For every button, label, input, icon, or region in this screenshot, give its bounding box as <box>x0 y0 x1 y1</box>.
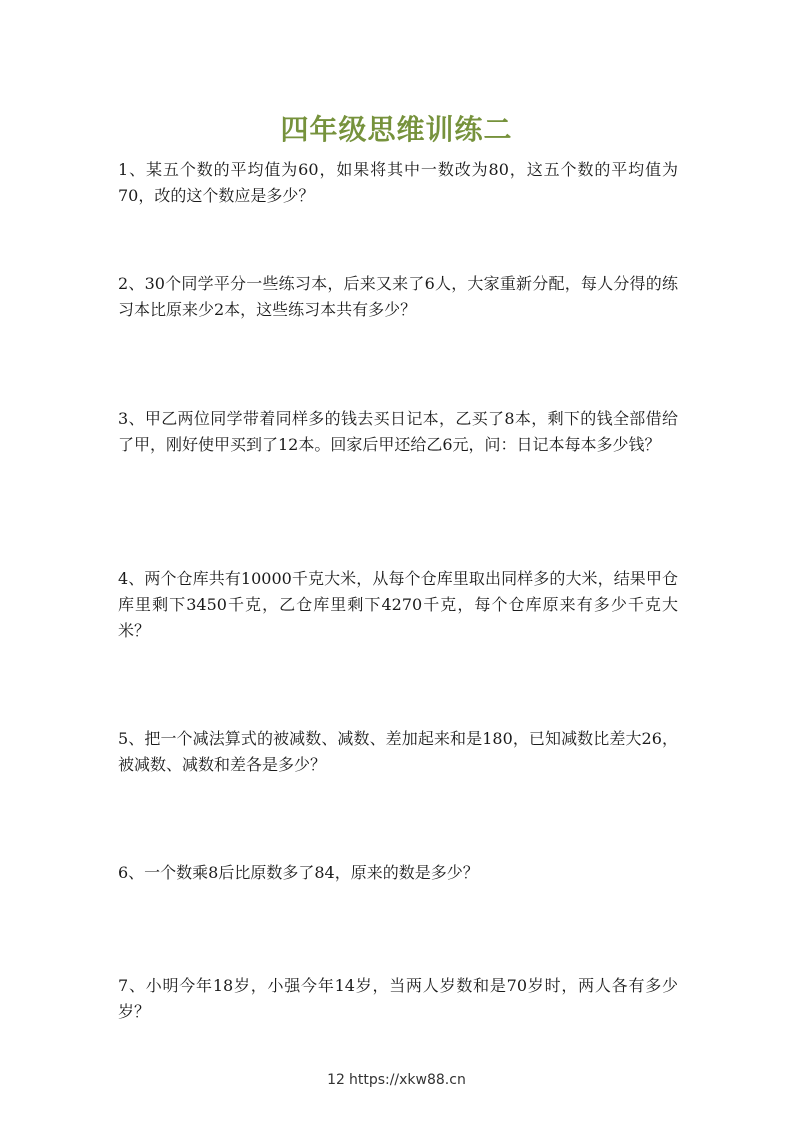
footer-url[interactable]: https://xkw88.cn <box>348 1072 466 1088</box>
question-7: 7、小明今年18岁，小强今年14岁，当两人岁数和是70岁时，两人各有多少岁？ <box>118 976 678 1021</box>
page-title: 四年级思维训练二 <box>280 113 513 146</box>
question-2: 2、30个同学平分一些练习本，后来又来了6人，大家重新分配，每人分得的练习本比原来少2本，这些练习本共有多少？ <box>118 274 678 319</box>
question-6: 6、一个数乘8后比原数多了84，原来的数是多少？ <box>118 863 479 882</box>
question-4: 4、两个仓库共有10000千克大米，从每个仓库里取出同样多的大米，结果甲仓库里剩下3450千克，乙仓库里剩下4270千克，每个仓库原来有多少千克大米？ <box>118 569 678 640</box>
question-3: 3、甲乙两位同学带着同样多的钱去买日记本，乙买了8本，剩下的钱全部借给了甲，刚好使甲买到了12本。回家后甲还给乙6元，问：日记本每本多少钱？ <box>118 409 678 454</box>
page-footer <box>0 1071 793 1089</box>
page-number: 12 <box>327 1072 345 1088</box>
question-5: 5、把一个减法算式的被减数、减数、差加起来和是180，已知减数比差大26，被减数、减数和差各是多少？ <box>118 729 678 774</box>
question-1: 1、某五个数的平均值为60，如果将其中一数改为80，这五个数的平均值为70，改的这个数应是多少？ <box>118 160 678 205</box>
